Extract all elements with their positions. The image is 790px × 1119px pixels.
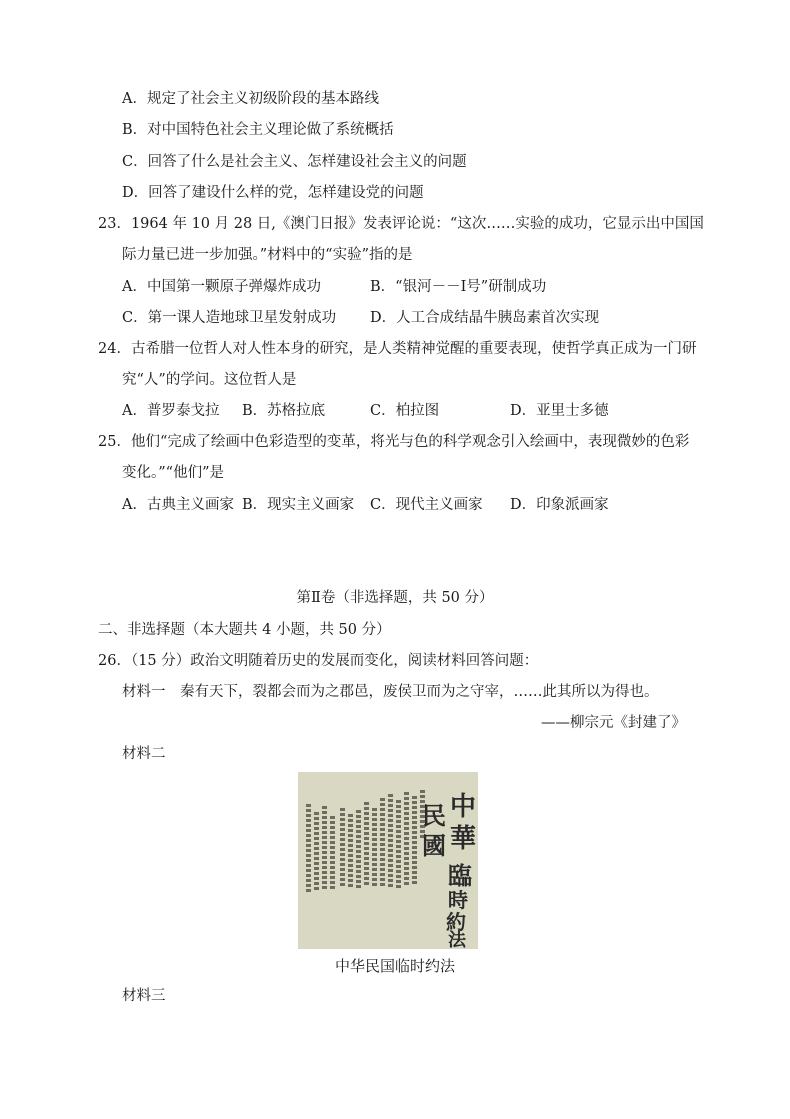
q23-option-c: C．第一课人造地球卫星发射成功 — [122, 310, 337, 326]
seal-char-1: 中 — [450, 792, 477, 822]
seal-char-6: 時 — [448, 888, 468, 912]
q23-stem-line1: 23．1964 年 10 月 28 日,《澳门日报》发表评论说：“这次……实验的成功，它显示出中国国 — [98, 216, 704, 232]
q25-option-b: B．现实主义画家 — [242, 497, 355, 513]
q24-option-b: B．苏格拉底 — [242, 403, 326, 419]
q26-stem: 26．（15 分）政治文明随着历史的发展而变化，阅读材料回答问题： — [98, 653, 539, 669]
q25-option-d: D．印象派画家 — [510, 497, 609, 513]
q25-option-c: C．现代主义画家 — [370, 497, 483, 513]
provisional-constitution-image — [298, 772, 478, 949]
q26-material1-source: ——柳宗元《封建了》 — [541, 715, 686, 731]
q23-stem-line2: 际力量已进一步加强。”材料中的“实验”指的是 — [122, 247, 413, 263]
q22-option-d: D．回答了建设什么样的党，怎样建设党的问题 — [122, 185, 424, 201]
seal-char-7: 約 — [446, 910, 466, 934]
q24-stem-line2: 究“人”的学问。这位哲人是 — [122, 372, 297, 388]
q26-material1: 材料一 秦有天下，裂都会而为之郡邑，废侯卫而为之守宰，……此其所以为得也。 — [122, 684, 659, 700]
q25-stem-line1: 25．他们“完成了绘画中色彩造型的变革，将光与色的科学观念引入绘画中，表现微妙的色彩 — [98, 434, 690, 450]
q22-option-a: A．规定了社会主义初级阶段的基本路线 — [122, 91, 379, 107]
q26-material2-label: 材料二 — [122, 746, 166, 762]
seal-char-5: 臨 — [448, 861, 472, 890]
q24-stem-line1: 24．古希腊一位哲人对人性本身的研究，是人类精神觉醒的重要表现，使哲学真正成为一门研 — [98, 341, 697, 357]
figure-caption: 中华民国临时约法 — [334, 957, 455, 975]
q24-option-a: A．普罗泰戈拉 — [122, 403, 220, 419]
q24-option-d: D．亚里士多德 — [510, 403, 609, 419]
q25-stem-line2: 变化。”“他们”是 — [122, 465, 224, 481]
q23-option-b: B．“银河－－Ⅰ号”研制成功 — [370, 279, 547, 295]
q25-option-a: A．古典主义画家 — [122, 497, 234, 513]
part2-title: 第Ⅱ卷（非选择题，共 50 分） — [296, 590, 494, 606]
q23-option-d: D．人工合成结晶牛胰岛素首次实现 — [370, 310, 600, 326]
seal-char-2: 華 — [450, 824, 477, 854]
seal-char-4: 國 — [422, 831, 446, 860]
seal-char-8: 法 — [448, 930, 466, 949]
q23-option-a: A．中国第一颗原子弹爆炸成功 — [122, 279, 321, 295]
q22-option-b: B．对中国特色社会主义理论做了系统概括 — [122, 122, 394, 138]
q26-material3-label: 材料三 — [122, 988, 166, 1004]
q24-option-c: C．柏拉图 — [370, 403, 440, 419]
q22-option-c: C．回答了什么是社会主义、怎样建设社会主义的问题 — [122, 154, 467, 170]
section2-heading: 二、非选择题（本大题共 4 小题，共 50 分） — [98, 622, 391, 638]
seal-char-3: 民 — [422, 801, 446, 830]
